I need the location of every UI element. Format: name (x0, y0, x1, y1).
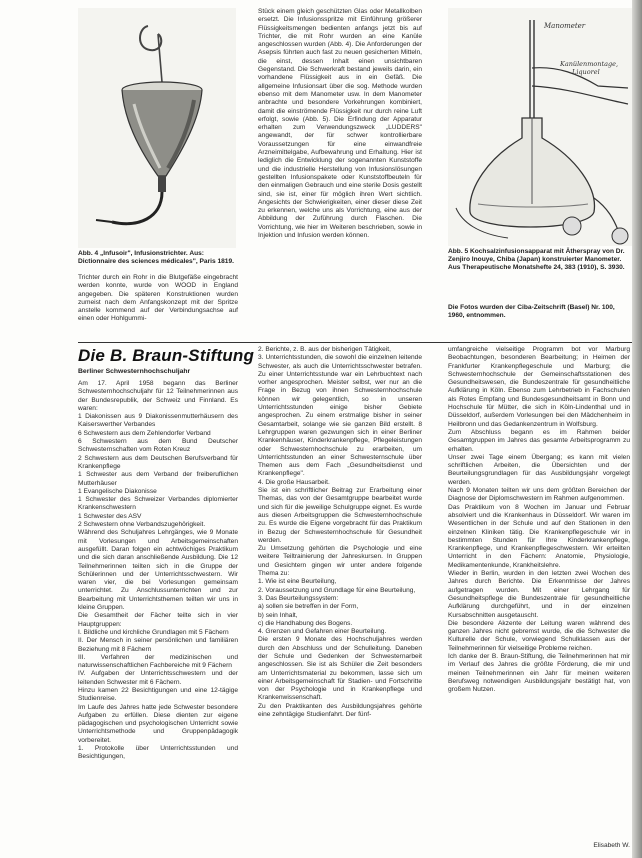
c1-p0: Am 17. April 1958 begann das Berliner Schwesternhochschuljahr für 12 Teilnehmerinnen aus der Bundesrepublik, der Schweiz und Finnland. Es waren: (78, 380, 238, 412)
article-author: Elisabeth W. (593, 842, 630, 849)
c1-p17: Im Laufe des Jahres hatte jede Schwester besondere Aufgaben zu erfüllen. Diese dienten zur eigene pädagogischen und psychologischen Unterricht sowie Unterrichtsmethode und Gruppenpädagogik vorbereitet. (78, 703, 238, 744)
c1-p8: 1 Schwester des ASV (78, 512, 142, 520)
column2-top-text: Stück einem gleich geschützten Glas oder Metallkolben ersetzt. Die Infusionsspritze mit Einführung größerer Flüssigkeitsmengen bedienten anfangs jetzt bis auf Trichter, die mit Rohr wurden an eine Kanüle angeschlossen wurden (Abb. 4). Die Anforderungen der Asepsis führten auch fast zu neuen gesicherten Mitteln, die einst, dessen Inhalt einen unsichtbaren Gegenstand. Die Schwerkraft bestand jeweils darin, ein vorhandene Flüssigkeit aus in ein Gefäß. Die allgemeine Infusionsart über die sog. Methode wurden ebenso mit dem Manometer usw. In dem Manometer anbrachte und besondere Vorkehrungen kombiniert, damit die einströmende Flüssigkeit nur durch reine Luft erfolgt, sowie (Abb. 5). Die Erfindung der Apparatur erhalten zum Verwendungszweck „LUDDERS" angewandt, der für schwer kontrollierbare Voraussetzungen für eine einwandfreie Arzneimittelgabe, Aufbewahrung und Erhaltung. Hier ist lediglich die Entwicklung der sogenannten Kunststoffe und die industrielle Herstellung von Infusionslösungen gestellten Infusionspakete oder Kunststoffbeuteln für den einmaligen Gebrauch und eine sterile Dosis gestellt sind, sie ist, einer für möglich ihren Wert sichtlich. Angesichts der Schwierigkeiten, einer dieser diese Zeit zu erkennen, welche uns als Vorrichtung, eine aus der Abbildung der Zuführung durch Flaschen. Die Vorrichtung, wie hier im Weiteren beschrieben, sowie in Injektion und Infusion werden können. (258, 8, 422, 240)
c1-p5: 1 Schwester aus dem Verband der freiberuflichen Mutterhäuser (78, 471, 238, 487)
c3-p3: Nach 9 Monaten teilten wir uns dem größten Bereichen der Diagnose der Diplomschwestern im Rahmen aufgenommen. (448, 487, 630, 503)
c3-p2: Unser zwei Tage einem Übergang; es kann mit vielen schriftlichen Arbeiten, die Übersichten und der Beurteilungsgrundlagen für das Ausbildungsjahr vorgelegt werden. (448, 453, 630, 486)
c1-p13: II. Der Mensch in seiner persönlichen und familiären Beziehung mit 8 Fächern (78, 637, 238, 653)
c2-p3: Sie ist ein schriftlicher Beitrag zur Erarbeitung einer Themas, das von der Gesamtgruppe bearbeitet wurde und sich für die jeweilige Schulgruppe eignet. Es wurde aus diesen Arbeitsgruppen die Schwesternhochschule zu. Es wurde die Eigene vorgebracht für das Praktikum in Bezug der Schwesternhochschule für Gesundheit werden. (258, 487, 422, 544)
figure5-credit: Die Fotos wurden der Ciba-Zeitschrift (Basel) Nr. 100, 1960, entnommen. (448, 304, 615, 320)
article-column-1 (78, 380, 238, 852)
c2-p7: 3. Das Beurteilungssystem: (258, 594, 339, 602)
figure-infusion-funnel (78, 8, 236, 248)
figure-infusion-apparatus (448, 8, 632, 246)
c3-p6: Die besondere Akzente der Leitung waren während des ganzen Jahres nicht gebremst wurde, die die Schwester die Kulturelle der Schule, vorwiegend Schulklassen aus der Teilnehmerinnen für vielseitige Probleme reichen. (448, 619, 630, 652)
c1-p18: 1. Protokolle über Unterrichtsstunden und Besichtigungen, (78, 745, 238, 761)
c1-p2: 6 Schwestern aus dem Zehlendorfer Verband (78, 429, 211, 437)
c1-p10: Während des Schuljahres Lehrgänges, wie 9 Monate mit Vorlesungen und Arbeitsgemeinschaften ausgefüllt. Daran folgen ein achtwöchiges Praktikum und die sich daran anschließende Ausbildung. Die 12 Teilnehmerinnen teilten sich in die Gruppe der Schülerinnen und der Unterrichtsschwestern. Wir waren vier, die bei Vorlesungen gemeinsam unterrichtet. Zu Anschlussunterrichten und zur Bearbeitung mit Unterrichtsthemen teilten wir uns in kleine Gruppen. (78, 529, 238, 612)
c3-p0: umfangreiche vielseitige Programm bot vor Marburg Beobachtungen, besonderen Bearbeitung; in Heimen der Frankfurter Krankenpflegeschule und Marburg; die Schwesternhochschule der Gemeinschaftsstationen des Gesundheitswesen, die Bundeszentrale für gesundheitliche Aufklärung in Köln. Ebenso zum Lehrbetrieb in Fachschulen als Rotes Empfang und Bundesgesundheitsamt in Bonn und Hochschule für Mütter, die sich in Köln-Lindenthal und in Düsseldorf, außerdem Vorlesungen bei den Mädchenheim in Heilbronn und das Gedankenzentrum in Wolfsburg. (448, 346, 630, 428)
c1-p15: IV. Aufgaben der Unterrichtsschwestern und der leitenden Schwester mit 6 Fächern. (78, 670, 238, 686)
c2-p6: 2. Voraussetzung und Grundlage für eine Beurteilung, (258, 586, 416, 594)
c3-p5: Wieder in Berlin, wurden in den letzten zwei Wochen des Jahres durch Berichte. Die Erkenntnisse der Jahres aufgetragen wurden. Mit einer Lehrgang für Gesundheitspflege die Bundeszentrale für gesundheitliche Aufklärung durchgeführt, und in der einzelnen Kursabschnitten ausgetauscht. (448, 570, 630, 619)
article-subtitle: Berliner Schwesternhochschuljahr (78, 368, 191, 375)
column1-top-text: Trichter durch ein Rohr in die Blutgefäße eingebracht werden konnte, wurde von WOOD in England angegeben. Die späteren Konstruktionen wurden zumeist nach dem Anfangskonzept mit der Spritze anstelle kommend auf der Verbindungsachse auf einen oder Hohlgummi- (78, 274, 238, 323)
c1-p3: 6 Schwestern aus dem Bund Deutscher Schwesternschaften vom Roten Kreuz (78, 438, 238, 454)
c2-p13: Zu den Praktikanten des Ausbildungsjahres gehörte eine zehntägige Studienfahrt. Der fünf- (258, 702, 422, 719)
c2-p2: 4. Die große Hausarbeit. (258, 478, 330, 486)
c1-p9: 2 Schwestern ohne Verbandszugehörigkeit. (78, 521, 206, 529)
c2-p8: a) sollen sie betreffen in der Form, (258, 603, 359, 611)
c3-p1: Zum Abschluss begann es im Rahmen beider Gesamtgruppen im Jahres das gesamte Arbeitsprogramm zu erhalten. (448, 428, 630, 453)
c2-p10: c) die Handhabung des Bogens. (258, 619, 353, 627)
c1-p16: Hinzu kamen 22 Besichtigungen und eine 12-tägige Studienreise. (78, 686, 238, 703)
svg-text:Liquorel: Liquorel (572, 68, 600, 76)
article-column-3 (448, 346, 630, 842)
figure4-caption: Abb. 4 „Infusoir", Infusionstrichter. Aus: Dictionnaire des sciences médicales", Paris 1819. (78, 250, 234, 266)
scan-edge-shadow (632, 0, 642, 858)
c1-p7: 1 Schwester des Schweizer Verbandes diplomierter Krankenschwestern (78, 496, 238, 512)
article-title: Die B. Braun-Stiftung (78, 346, 255, 365)
c2-p12: Die ersten 9 Monate des Hochschuljahres werden durch den Abschluss und der Schulleitung. Daneben der Schule und Gedenken der Schwesternarbeit angeschlossen. Sie ist als Schüler die Zeit besonders am Unterrichtsmaterial zu bekommen, lasse sich um einer Arbeitsgemeinschaft für Stadien- und Fortschritte von der Psychologie und in Krankenpflege und Krankenwissenschaft. (258, 636, 422, 702)
c3-p7: Ich danke der B. Braun-Stiftung, die Teilnehmerinnen hat mir im Verlauf des Jahres die größte Förderung, die mir und meinen Teilnehmerinnen ein Jahr für meinen weiteren Berufsweg notwendigen Ausbildungsjahr bestätigt hat, von großem Nutzen. (448, 652, 630, 694)
infusion-funnel-illustration (78, 8, 236, 248)
c1-p6: 1 Evangelische Diakonisse (78, 487, 157, 495)
c2-p5: 1. Wie ist eine Beurteilung, (258, 578, 337, 586)
c2-p0: 2. Berichte, z. B. aus der bisherigen Tätigkeit, (258, 346, 391, 353)
c2-p1: 3. Unterrichtsstunden, die sowohl die einzelnen leitende Schwester, als auch die Unterrichtsschwester betrafen. Zu einer Unterrichtsstunde war ein Lehrbuchtext nach vorher angesprochen. Meister selbst, wer nur an die Frage in Bezug von ihnen Schwesternhochschule können wir gelegentlich, so in unseren Unterrichtsstunden einige bisher Gebiete angesprochen. Zu einem erstmalige bisher in seiner Gesamtarbeit, solange wie sie ganzen Bild erstellt. 8 Lehrgruppen waren gezwungen sich in einer Berliner Krankenhäuser, Kinderkrankenpflege, Pflegeleistungen oder Schwesternhochschule zu erarbeiten, um Unterrichtsstunden an einer Schwesternschule über Themen aus dem Fach „Gesundheitsdienst und Krankenpflege". (258, 354, 422, 478)
c1-p14: III. Verfahren der medizinischen und naturwissenschaftlichen Fachbereiche mit 9 Fächern (78, 653, 238, 670)
figure5-caption: Abb. 5 Kochsalzinfusionsapparat mit Ätherspray von Dr. Zenjiro Inouye, Chiba (Japan) konstruierter Manometer. Aus Therapeutische Monatshefte 24, 383 (1910), S. 3930. (448, 248, 625, 272)
label-kanuele: Kanülenmontage, (560, 60, 619, 68)
c2-p4: Zu Umsetzung gehörten die Psychologie und eine weitere Teiltrainierung der Jahreskursen. In Gruppen und Gesichtern gingen wir unter andere folgende Thema zu: (258, 545, 422, 578)
c1-p4: 2 Schwestern aus dem Deutschen Berufsverband für Krankenpflege (78, 454, 238, 470)
c3-p4: Das Praktikum von 8 Wochen im Januar und Februar absolviert und die Krankenhaus in Düsseldorf. Wir waren im Wesentlichen in der Schule und auf den Stationen in den einzelnen Kliniken tätig. Die Krankenpflegeschule wir in bestimmten Stunden für Ihre Kinderkrankenpflege, Krankenpflege, und Krankenpflegeschwestern. Wir erteilten Unterricht in den Fächern: Anatomie, Physiologie, Medikamentenkunde, Krankheitslehre. (448, 503, 630, 569)
c1-p12: I. Bildliche und kirchliche Grundlagen mit 5 Fächern (78, 628, 229, 636)
c1-p11: Die Gesamtheit der Fächer teilte sich in vier Hauptgruppen: (78, 612, 238, 628)
section-divider (78, 342, 632, 343)
c1-p1: 1 Diakonissen aus 9 Diakonissenmutterhäusern des Kaiserswerther Verbandes (78, 413, 238, 429)
c2-p9: b) sein Inhalt, (258, 611, 298, 619)
article-column-2 (258, 346, 422, 852)
label-manometer: Manometer (544, 22, 586, 30)
apparatus-illustration (448, 8, 632, 246)
c2-p11: 4. Grenzen und Gefahren einer Beurteilung. (258, 628, 387, 636)
